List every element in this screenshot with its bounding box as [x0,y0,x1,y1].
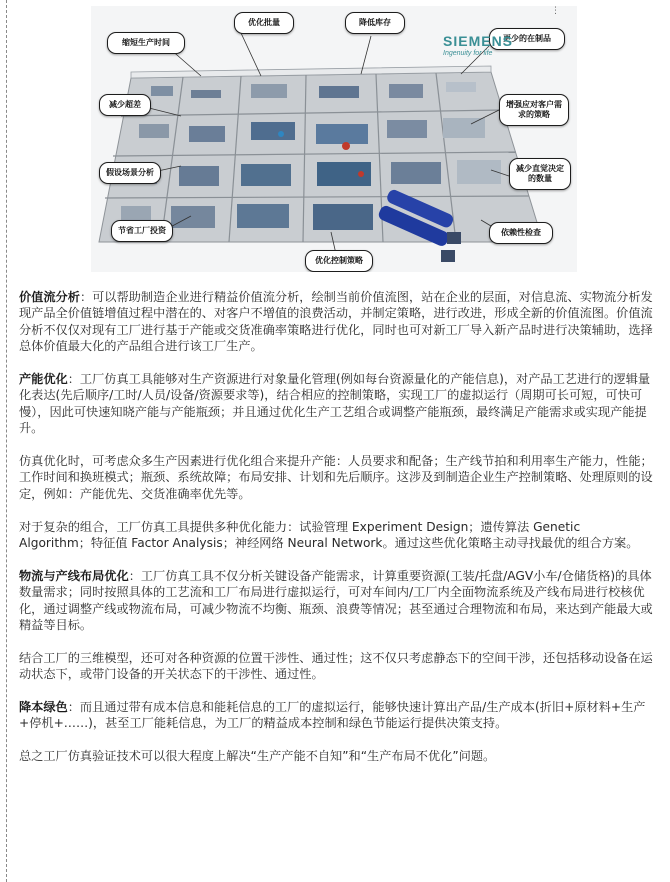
term-cost-green: 降本绿色 [19,700,68,715]
paragraph-value-stream-text: ：可以帮助制造企业进行精益价值流分析，绘制当前价值流图，站在企业的层面，对信息流、实物流分析发现产品全价值链增值过程中潜在的、对客户不增值的浪费活动，并制定策略，进行改进，形成全新的价值流图。价值流分析不仅仅对现有工厂进行基于产能或交货准确率策略进行优化，同时也可对新工厂导入新产品时进行决策辅助，选择总体价值最大化的产品组合进行该工厂生产。 [19,290,653,354]
term-logistics-layout: 物流与产线布局优化 [19,568,129,583]
factory-simulation-figure [91,6,577,272]
callout-reduce-intuitive-decisions: 减少直觉决定的数量 [509,158,571,190]
callout-save-factory-investment: 节省工厂投资 [111,220,173,242]
siemens-logo [443,33,533,73]
paragraph-optimization-methods: 对于复杂的组合，工厂仿真工具提供多种优化能力：试验管理 Experiment Design；遗传算法 Genetic Algorithm；特征值 Factor Analysis；神经网络 Neural Network。通过这些优化策略主动寻找最优的组合方案。 [19,519,639,551]
callout-less-wip: 更少的在制品 [489,28,565,50]
paragraph-logistics-layout-text: ：工厂仿真工具不仅分析关键设备产能需求，计算重要资源(工装/托盘/AGV小车/仓储货格)的具体数量需求；同时按照具体的工艺流和工厂布局进行虚拟运行，可对车间内/工厂内全面物流系统及产线布局进行校核优化，通过调整产线或物流布局，可减少物流不均衡、瓶颈、浪费等情况；甚至通过合理物流和布局，来达到产能最大或精益等目标。 [19,568,653,633]
paragraph-value-stream [19,289,655,355]
callout-reduce-overtime: 减少超差 [99,94,151,116]
siemens-logo-tagline: Ingenuity for life [443,50,493,57]
paragraph-logistics-layout [19,568,655,634]
paragraph-conclusion: 总之工厂仿真验证技术可以很大程度上解决“生产产能不自知”和“生产布局不优化”问题。 [19,749,496,764]
left-dashed-rule [6,0,7,882]
article-body [19,289,655,765]
paragraph-cost-green [19,699,655,732]
paragraph-simulation-factors: 仿真优化时，可考虑众多生产因素进行优化组合来提升产能：人员要求和配备；生产线节拍和利用率生产能力，性能；工作时间和换班模式；瓶颈、系统故障；布局安排、计划和先后顺序。这涉及到制造企业生产控制策略、处理原则的设定，例如：产能优先、交货准确率优先等。 [19,454,653,501]
callout-shorten-production-time: 缩短生产时间 [107,32,185,54]
callout-hypothesis-analysis: 假设场景分析 [99,162,161,184]
siemens-logo-text: SIEMENS [443,33,514,49]
term-value-stream: 价值流分析 [19,290,80,304]
callout-reduce-inventory: 降低库存 [345,12,405,34]
paragraph-3d-interference: 结合工厂的三维模型，还可对各种资源的位置干涉性、通过性；这不仅只考虑静态下的空间干涉，还包括移动设备在运动状态下，或带门设备的开关状态下的干涉性、通过性。 [19,650,653,682]
callout-optimize-batch: 优化批量 [234,12,294,34]
term-capacity-optimization: 产能优化 [19,372,68,387]
paragraph-capacity-optimization [19,371,655,437]
callout-dependency-check: 依赖性检查 [489,222,553,244]
callout-optimize-control-strategy: 优化控制策略 [305,250,373,272]
paragraph-cost-green-text: ：而且通过带有成本信息和能耗信息的工厂的虚拟运行，能够快速计算出产品/生产成本(折旧+原材料+生产+停机+……)，甚至工厂能耗信息，为工厂的精益成本控制和绿色节能运行提供决策支持。 [19,700,646,731]
callout-enhance-customer-response: 增强应对客户需求的策略 [499,94,569,126]
paragraph-capacity-optimization-text: ：工厂仿真工具能够对生产资源进行对象量化管理(例如每台资源量化的产能信息)，对产品工艺进行的逻辑量化表达(先后顺序/工时/人员/设备/资源要求等)，结合相应的控制策略，实现工厂的虚拟运行（周期可长可短，可快可慢），因此可快速知晓产能与产能瓶颈；并且通过优化生产工艺组合或调整产能瓶颈，最终满足产能需求或实现产能提升。 [19,372,651,436]
menu-dots-icon: ⋮ [551,6,562,16]
